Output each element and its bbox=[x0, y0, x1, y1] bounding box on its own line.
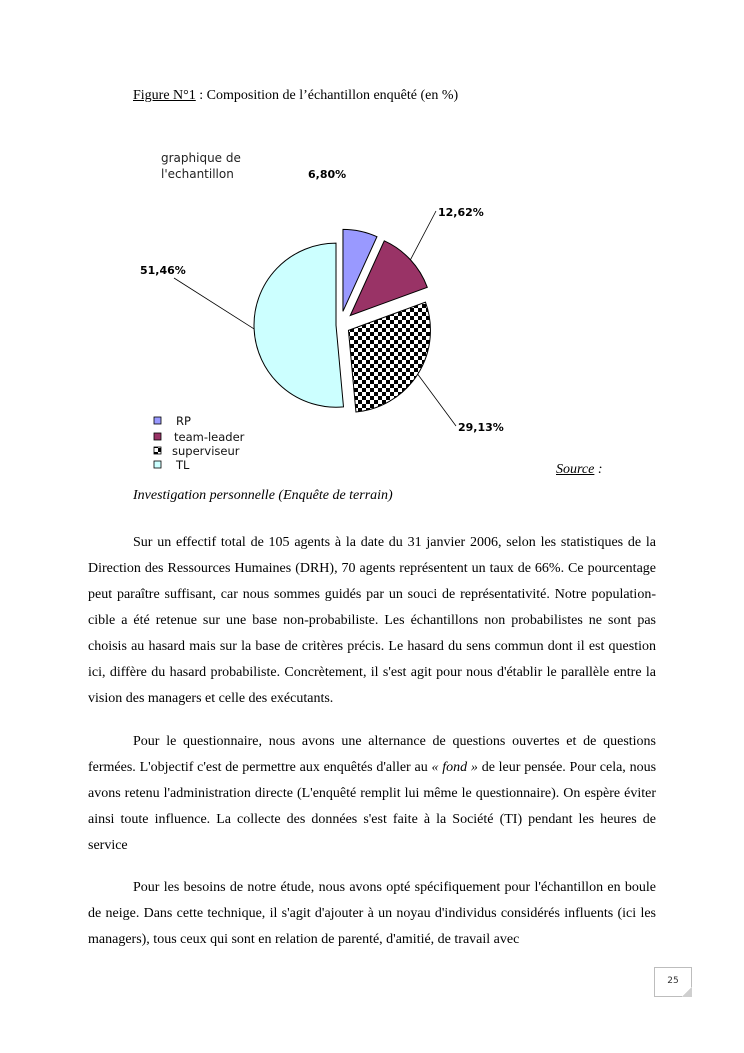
leader-line-team-leader bbox=[410, 211, 436, 260]
legend-label-superviseur: superviseur bbox=[172, 444, 240, 458]
figure-label: Figure N°1 bbox=[133, 88, 196, 103]
legend-label-tl: TL bbox=[176, 458, 190, 472]
paragraph-3: Pour les besoins de notre étude, nous avons opté spécifiquement pour l'échantillon en boule de neige. Dans cette technique, il s'agit d'ajouter à un noyau d'individus considérés influents (ici les managers), tous ceux qui sont en relation de parenté, d'amitié, de travail avec bbox=[88, 880, 656, 947]
page-number bbox=[654, 967, 692, 997]
source-label bbox=[556, 462, 603, 478]
source-word: Source bbox=[556, 462, 595, 477]
chart-legend bbox=[154, 414, 245, 472]
leader-line-superviseur bbox=[418, 374, 456, 426]
legend-swatch-team-leader bbox=[154, 433, 161, 440]
paragraph-2-end: de leur pensée. Pour cela, nous avons retenu l'administration directe (L'enquêté remplit lui même le questionnaire). On espère éviter ainsi toute influence. La collecte des données s'est faite à la Société (TI) pendant les heures de service bbox=[88, 760, 657, 853]
source-note: Investigation personnelle (Enquête de terrain) bbox=[133, 488, 393, 503]
legend-label-team-leader: team-leader bbox=[174, 430, 245, 444]
figure-caption-text: : Composition de l’échantillon enquêté (en %) bbox=[195, 88, 459, 103]
pie-slices bbox=[254, 229, 430, 412]
chart-title-line-2: l'echantillon bbox=[161, 167, 234, 181]
paragraph-2-start: Pour le questionnaire, nous avons une alternance de questions ouvertes et de questions fermées. L'objectif c'est de permettre aux enquêtés d'aller au bbox=[88, 734, 656, 775]
legend-swatch-rp bbox=[154, 417, 161, 424]
leader-line-tl bbox=[174, 278, 254, 329]
legend-swatch-tl bbox=[154, 461, 161, 468]
chart-title-line-1: graphique de bbox=[161, 151, 241, 165]
value-label-team-leader: 12,62% bbox=[438, 206, 484, 219]
sample-pie-chart bbox=[130, 140, 530, 480]
source-colon: : bbox=[594, 462, 603, 477]
value-label-superviseur: 29,13% bbox=[458, 421, 504, 434]
value-label-tl: 51,46% bbox=[140, 264, 186, 277]
value-label-rp: 6,80% bbox=[308, 168, 347, 181]
legend-label-rp: RP bbox=[176, 414, 191, 428]
page-fold-icon bbox=[682, 987, 692, 997]
page-number-text: 25 bbox=[667, 976, 679, 986]
pie-slice-superviseur bbox=[348, 302, 430, 412]
figure-caption bbox=[133, 88, 458, 104]
legend-swatch-superviseur bbox=[154, 447, 161, 454]
paragraph-2-emphasis: « fond » bbox=[431, 760, 478, 775]
paragraph-2 bbox=[88, 729, 656, 859]
paragraph-1: Sur un effectif total de 105 agents à la date du 31 janvier 2006, selon les statistiques de la Direction des Ressources Humaines (DRH), 70 agents représentent un taux de 66%. Ce pourcentage peut paraître suffisant, car nous sommes guidés par un souci de représentativité. Notre population-cible a été retenue sur une base non-probabiliste. Les échantillons non probabilistes ne sont pas choisis au hasard mais sur la base de critères précis. Le hasard du sens commun dont il est question ici, diffère du hasard probabiliste. Concrètement, il s'est agit pour nous d'établir le parallèle entre la vision des managers et celle des exécutants. bbox=[88, 535, 656, 706]
pie-slice-tl bbox=[254, 243, 343, 407]
